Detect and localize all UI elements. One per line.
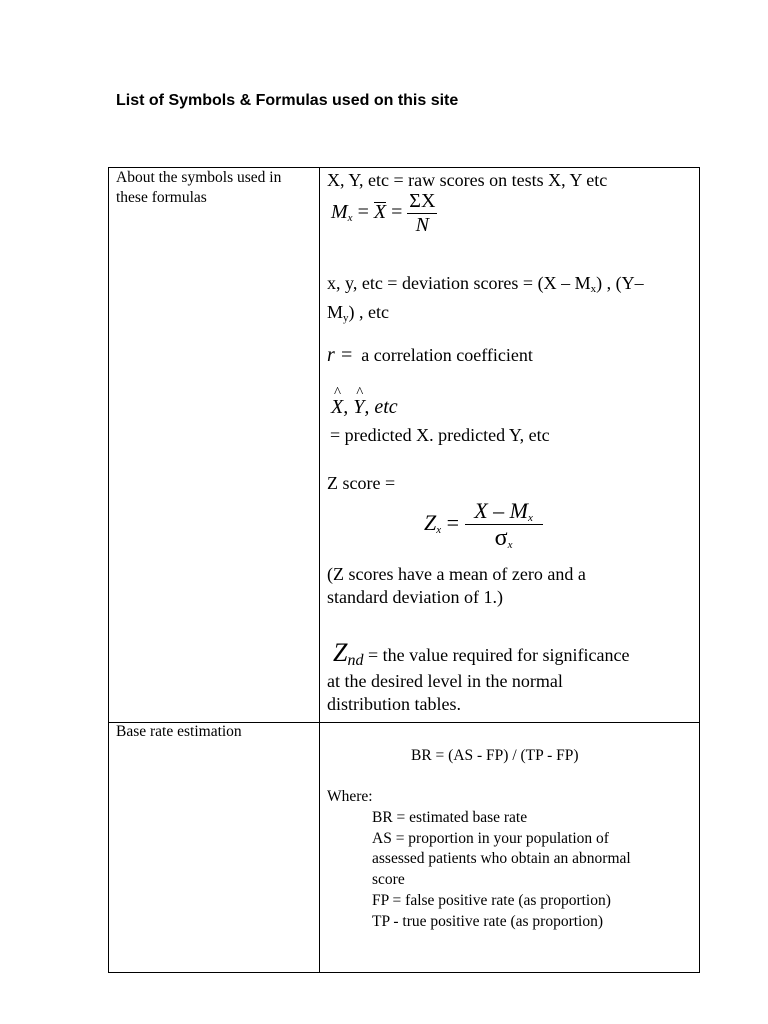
deviation-text-2: ) , (Y– — [596, 273, 644, 293]
definition-line: TP - true positive rate (as proportion) — [372, 912, 604, 930]
znd-subscript: nd — [347, 652, 364, 669]
deviation-sub-x: x — [590, 283, 597, 295]
z-subscript: x — [436, 524, 442, 537]
predicted-symbols — [331, 396, 398, 419]
page-title: List of Symbols & Formulas used on this site — [116, 92, 459, 109]
deviation-text-4: ) , etc — [348, 302, 389, 322]
mean-numerator: ΣX — [409, 190, 436, 212]
zscore-numerator — [465, 498, 543, 524]
mean-equals-2: = — [391, 201, 403, 224]
row1-label-line2: these formulas — [116, 189, 207, 206]
mean-subscript: x — [347, 212, 353, 225]
base-rate-formula: BR = (AS - FP) / (TP - FP) — [411, 747, 579, 764]
definition-line: score — [372, 871, 405, 889]
predicted-sep: , — [343, 396, 354, 418]
predicted-etc: , etc — [364, 396, 398, 418]
definition-line: FP = false positive rate (as proportion) — [372, 891, 611, 909]
formula-table — [108, 167, 700, 973]
mean-fraction — [407, 190, 437, 237]
base-rate-definitions — [372, 808, 631, 932]
zscore-note — [327, 563, 586, 609]
deviation-text-1: x, y, etc = deviation scores = (X – M — [327, 273, 591, 293]
mean-symbol: M — [331, 201, 348, 224]
definition-line: assessed patients who obtain an abnormal — [372, 850, 631, 868]
zscore-note-line2: standard deviation of 1.) — [327, 587, 503, 607]
row2-label: Base rate estimation — [116, 723, 242, 740]
deviation-sub-y: y — [343, 312, 349, 324]
correlation-text: a correlation coefficient — [361, 345, 533, 365]
deviation-text-3: M — [327, 302, 344, 322]
definition-line: BR = estimated base rate — [372, 809, 528, 826]
row1-label — [116, 168, 281, 208]
znd-text-line1: = the value required for significance — [363, 645, 630, 665]
z-equals: = — [446, 510, 460, 536]
mean-denominator: N — [415, 214, 430, 236]
znd-definition — [327, 638, 630, 716]
zscore-note-line1: (Z scores have a mean of zero and a — [327, 564, 586, 584]
y-hat-symbol: ^ Y — [353, 396, 364, 419]
zscore-denominator — [465, 525, 543, 552]
znd-symbol: Z — [333, 638, 348, 667]
correlation-definition — [327, 344, 533, 367]
mean-formula — [331, 190, 437, 237]
sigma-subscript: x — [507, 539, 513, 551]
where-label: Where: — [327, 788, 373, 805]
deviation-definition — [327, 272, 644, 330]
zscore-numerator-text: X – M — [474, 498, 528, 523]
zscore-fraction — [465, 498, 543, 552]
znd-text-line2: at the desired level in the normal — [327, 671, 563, 691]
correlation-symbol: r = — [327, 344, 354, 366]
zscore-formula — [424, 498, 543, 552]
x-bar-symbol: X — [373, 201, 387, 224]
predicted-definition: = predicted X. predicted Y, etc — [330, 425, 550, 445]
znd-text-line3: distribution tables. — [327, 694, 461, 714]
row1-label-line1: About the symbols used in — [116, 169, 282, 186]
sigma-symbol: σ — [494, 525, 508, 551]
definition-line: AS = proportion in your population of — [372, 829, 609, 847]
zscore-label: Z score = — [327, 473, 396, 493]
x-hat-symbol: ^ X — [331, 396, 343, 419]
z-symbol: Z — [424, 510, 437, 536]
mean-equals-1: = — [357, 201, 369, 224]
raw-scores-definition: X, Y, etc = raw scores on tests X, Y etc — [327, 170, 608, 190]
zscore-numerator-sub: x — [528, 512, 533, 524]
column-divider — [319, 168, 320, 972]
